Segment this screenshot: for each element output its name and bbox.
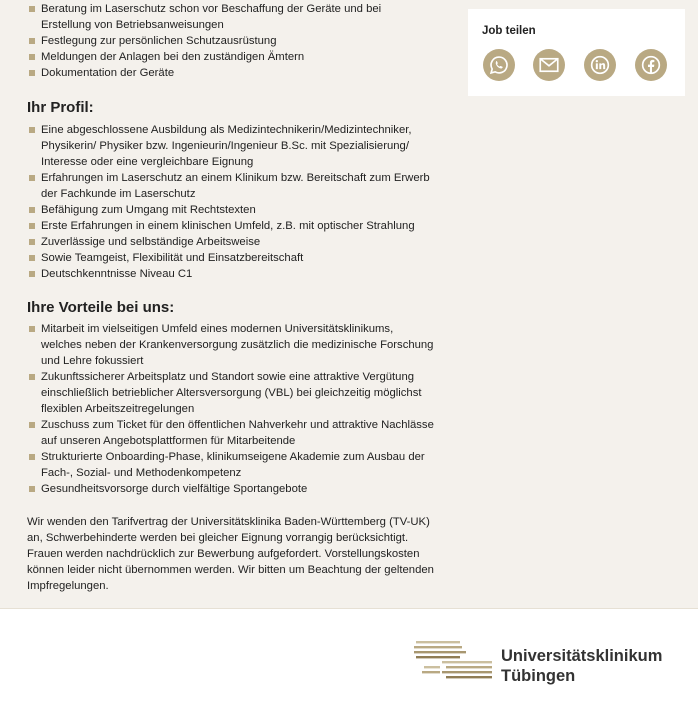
profil-heading: Ihr Profil:	[27, 99, 94, 116]
bullet-square-icon	[29, 6, 35, 12]
list-item: Festlegung zur persönlichen Schutzausrüstung	[27, 33, 427, 49]
bullet-square-icon	[29, 326, 35, 332]
list-item: Strukturierte Onboarding-Phase, klinikumseigene Akademie zum Ausbau der Fach-, Sozial- und Methodenkompetenz	[27, 449, 437, 481]
share-title: Job teilen	[482, 25, 536, 37]
list-item: Gesundheitsvorsorge durch vielfältige Sportangebote	[27, 481, 437, 497]
bullet-square-icon	[29, 374, 35, 380]
bullet-square-icon	[29, 255, 35, 261]
list-item: Erste Erfahrungen in einem klinischen Umfeld, z.B. mit optischer Strahlung	[27, 218, 437, 234]
footer	[0, 608, 698, 716]
logo-wordmark	[501, 646, 662, 686]
list-item: Befähigung zum Umgang mit Rechtstexten	[27, 202, 437, 218]
share-linkedin-button[interactable]	[584, 49, 616, 81]
list-item: Eine abgeschlossene Ausbildung als Medizintechnikerin/Medizintechniker, Physikerin/ Physiker bzw. Ingenieurin/Ingenieur B.Sc. mit Spezialisierung/ Interesse oder eine vergleichbare Eignung	[27, 122, 437, 170]
bullet-square-icon	[29, 271, 35, 277]
closing-paragraph: Wir wenden den Tarifvertrag der Universitätsklinika Baden-Württemberg (TV-UK) an, Schwerbehinderte werden bei gleicher Eignung vorrangig berücksichtigt. Frauen werden nachdrücklich zur Bewerbung aufgefordert. Vorstellungskosten können leider nicht übernommen werden. Wir bitten um Beachtung der geltenden Impfregelungen.	[27, 516, 434, 592]
logo-line-1: Universitätsklinikum	[501, 647, 663, 665]
list-item: Zuverlässige und selbständige Arbeitsweise	[27, 234, 437, 250]
bullet-square-icon	[29, 486, 35, 492]
list-item: Erfahrungen im Laserschutz an einem Klinikum bzw. Bereitschaft zum Erwerb der Fachkunde im Laserschutz	[27, 170, 437, 202]
list-item: Zukunftssicherer Arbeitsplatz und Standort sowie eine attraktive Vergütung einschließlich betrieblicher Altersversorgung (VBL) bei gleichzeitig möglichst flexiblen Arbeitszeitregelungen	[27, 369, 437, 417]
facebook-icon	[641, 55, 661, 75]
list-item: Sowie Teamgeist, Flexibilität und Einsatzbereitschaft	[27, 250, 437, 266]
vorteile-heading: Ihre Vorteile bei uns:	[27, 299, 175, 316]
bullet-square-icon	[29, 207, 35, 213]
bullet-square-icon	[29, 239, 35, 245]
mail-icon	[539, 57, 559, 73]
vorteile-list	[27, 321, 437, 497]
bullet-square-icon	[29, 223, 35, 229]
linkedin-icon	[590, 55, 610, 75]
task-list	[27, 1, 427, 81]
share-box	[468, 9, 685, 96]
list-item: Dokumentation der Geräte	[27, 65, 427, 81]
share-whatsapp-button[interactable]	[483, 49, 515, 81]
bullet-square-icon	[29, 127, 35, 133]
logo-line-2: Tübingen	[501, 667, 576, 685]
list-item: Mitarbeit im vielseitigen Umfeld eines modernen Universitätsklinikums, welches neben der Krankenversorgung zusätzlich die medizinische Forschung und Lehre fokussiert	[27, 321, 437, 369]
list-item: Beratung im Laserschutz schon vor Beschaffung der Geräte und bei Erstellung von Betriebsanweisungen	[27, 1, 427, 33]
bullet-square-icon	[29, 422, 35, 428]
list-item: Zuschuss zum Ticket für den öffentlichen Nahverkehr und attraktive Nachlässe auf unseren Angebotsplattformen für Mitarbeitende	[27, 417, 437, 449]
bullet-square-icon	[29, 54, 35, 60]
university-logo-mark-icon	[414, 640, 494, 684]
bullet-square-icon	[29, 70, 35, 76]
list-item: Meldungen der Anlagen bei den zuständigen Ämtern	[27, 49, 427, 65]
whatsapp-icon	[489, 55, 509, 75]
share-facebook-button[interactable]	[635, 49, 667, 81]
list-item: Deutschkenntnisse Niveau C1	[27, 266, 437, 282]
bullet-square-icon	[29, 454, 35, 460]
profil-list	[27, 122, 437, 282]
bullet-square-icon	[29, 175, 35, 181]
bullet-square-icon	[29, 38, 35, 44]
share-mail-button[interactable]	[533, 49, 565, 81]
